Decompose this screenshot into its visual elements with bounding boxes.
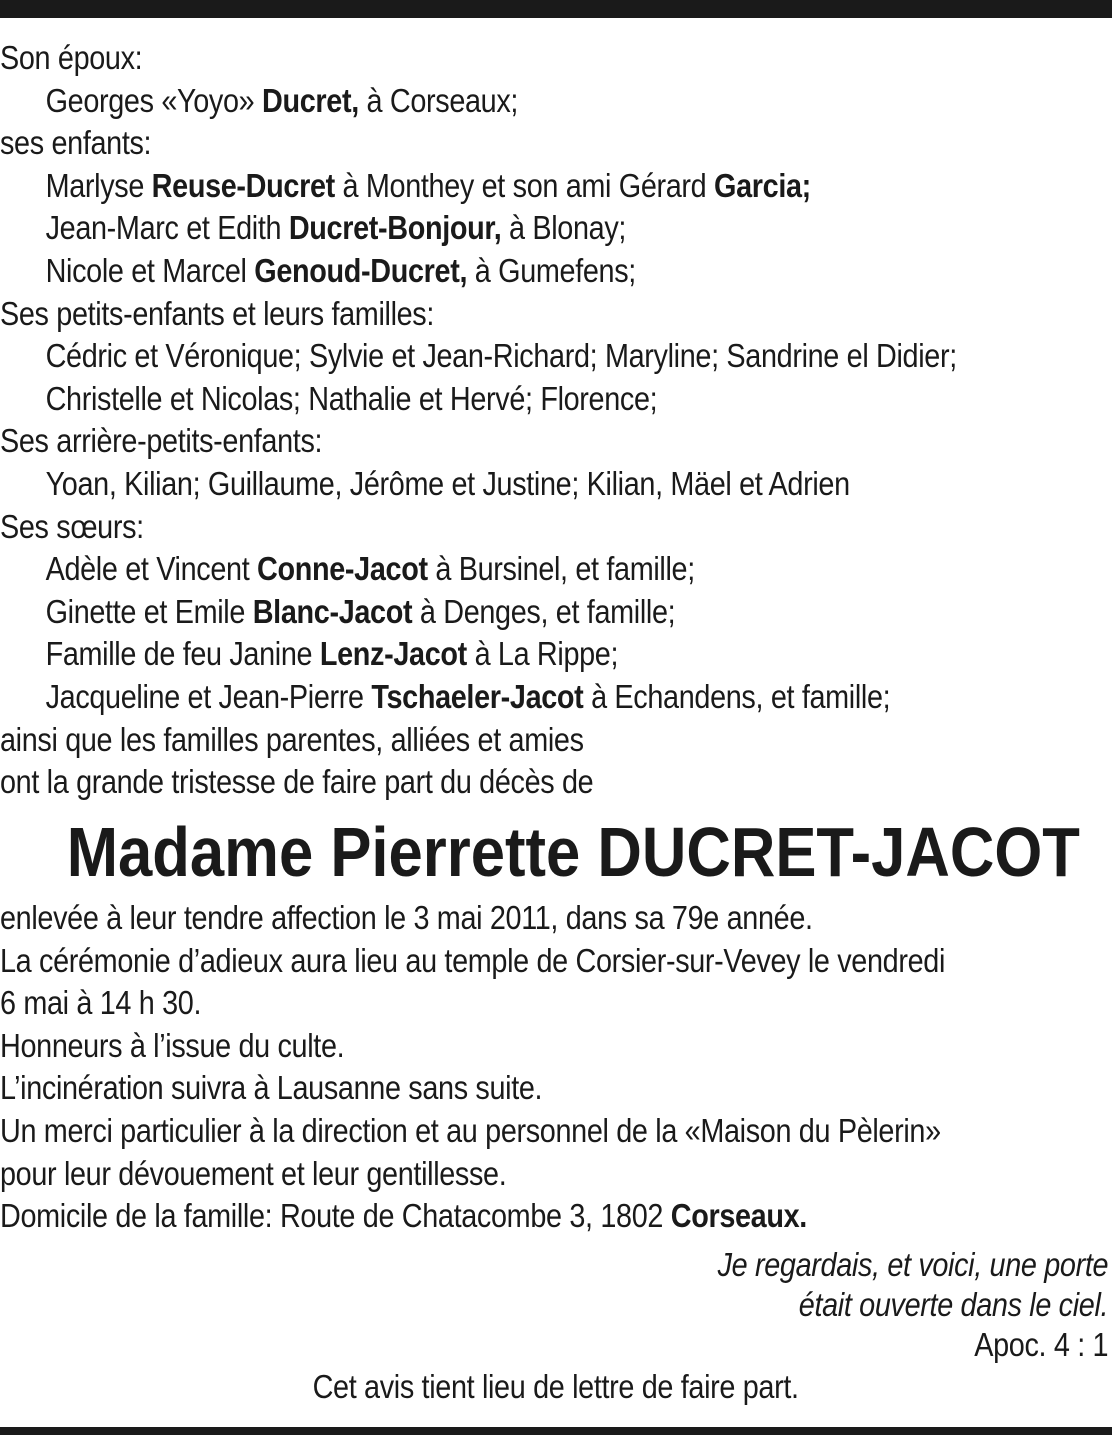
family-entry: [0, 634, 1112, 677]
family-name: Genoud-Ducret,: [254, 252, 468, 290]
text-segment: à Monthey et son ami Gérard: [334, 167, 715, 205]
section-heading: Ses petits-enfants et leurs familles:: [0, 295, 435, 333]
text-segment: Georges «Yoyo»: [45, 82, 263, 120]
text-segment: Yoan, Kilian; Guillaume, Jérôme et Justine; Kilian, Mäel et Adrien: [45, 465, 850, 503]
closing-text: Cet avis tient lieu de lettre de faire part.: [312, 1369, 800, 1406]
text-segment: Ginette et Emile: [45, 593, 253, 631]
text-segment: Domicile de la famille: Route de Chatacombe 3, 1802: [0, 1198, 671, 1236]
family-name: Blanc-Jacot: [252, 593, 413, 631]
text-segment: pour leur dévouement et leur gentillesse.: [0, 1155, 507, 1193]
closing-note: [0, 1367, 1112, 1409]
verse-line-2: était ouverte dans le ciel.: [798, 1287, 1108, 1324]
section-heading: Ses sœurs:: [0, 508, 144, 546]
detail-line: [0, 1026, 1112, 1069]
family-name: Lenz-Jacot: [319, 636, 467, 674]
family-name: Conne-Jacot: [257, 551, 428, 589]
section-heading: ont la grande tristesse de faire part du décès de: [0, 764, 594, 802]
text-segment: L’incinération suivra à Lausanne sans suite.: [0, 1070, 543, 1108]
family-name: Reuse-Ducret: [151, 167, 335, 205]
family-list: [0, 38, 1112, 805]
bible-verse: [717, 1246, 1108, 1366]
family-name: Ducret,: [262, 82, 359, 120]
family-name: Ducret-Bonjour,: [288, 210, 502, 248]
detail-line: [0, 1154, 1112, 1197]
text-segment: Nicole et Marcel: [45, 252, 255, 290]
family-entry: [0, 81, 1112, 124]
deceased-name: Madame Pierrette DUCRET-JACOT: [66, 813, 1080, 891]
text-segment: Un merci particulier à la direction et au personnel de la «Maison du Pèlerin»: [0, 1112, 941, 1150]
section-heading: ainsi que les familles parentes, alliées et amies: [0, 721, 584, 759]
family-entry: [0, 208, 1112, 251]
detail-line: [0, 1068, 1112, 1111]
text-segment: 6 mai à 14 h 30.: [0, 985, 202, 1023]
text-segment: à Bursinel, et famille;: [427, 551, 695, 589]
text-segment: Cédric et Véronique; Sylvie et Jean-Richard; Maryline; Sandrine el Didier;: [45, 338, 957, 376]
verse-line-1: Je regardais, et voici, une porte: [717, 1247, 1108, 1284]
family-entry: [0, 251, 1112, 294]
text-segment: à Gumefens;: [467, 252, 636, 290]
detail-line: [0, 898, 1112, 941]
text-segment: enlevée à leur tendre affection le 3 mai 2011, dans sa 79e année.: [0, 900, 813, 937]
family-entry: [0, 336, 1112, 379]
text-segment: La cérémonie d’adieux aura lieu au temple de Corsier-sur-Vevey le vendredi: [0, 942, 946, 980]
family-entry: [0, 677, 1112, 720]
ceremony-details: [0, 898, 1112, 1239]
text-segment: à Denges, et famille;: [412, 593, 676, 631]
text-segment: Honneurs à l’issue du culte.: [0, 1027, 345, 1065]
family-entry: [0, 379, 1112, 422]
text-segment: à Echandens, et famille;: [583, 678, 891, 716]
detail-line: [0, 1111, 1112, 1154]
text-segment: à La Rippe;: [466, 636, 619, 674]
verse-reference: Apoc. 4 : 1: [974, 1327, 1108, 1364]
family-entry: [0, 166, 1112, 209]
section-heading: Son époux:: [0, 40, 143, 77]
family-name: Garcia;: [714, 167, 811, 205]
text-segment: Christelle et Nicolas; Nathalie et Hervé; Florence;: [45, 380, 658, 418]
text-segment: Famille de feu Janine: [45, 636, 320, 674]
family-entry: [0, 464, 1112, 507]
text-segment: à Corseaux;: [358, 82, 519, 120]
family-entry: [0, 549, 1112, 592]
detail-line: [0, 1196, 1112, 1239]
family-name: Corseaux.: [670, 1198, 807, 1236]
top-rule: [0, 0, 1112, 18]
family-name: Tschaeler-Jacot: [371, 678, 584, 716]
text-segment: Jacqueline et Jean-Pierre: [45, 678, 372, 716]
text-segment: Adèle et Vincent: [45, 551, 258, 589]
section-heading: Ses arrière-petits-enfants:: [0, 423, 323, 461]
detail-line: [0, 983, 1112, 1026]
text-segment: à Blonay;: [501, 210, 627, 248]
section-heading: ses enfants:: [0, 125, 152, 163]
family-entry: [0, 592, 1112, 635]
text-segment: Marlyse: [45, 167, 152, 205]
bottom-rule: [0, 1427, 1112, 1435]
text-segment: Jean-Marc et Edith: [45, 210, 289, 248]
detail-line: [0, 941, 1112, 984]
